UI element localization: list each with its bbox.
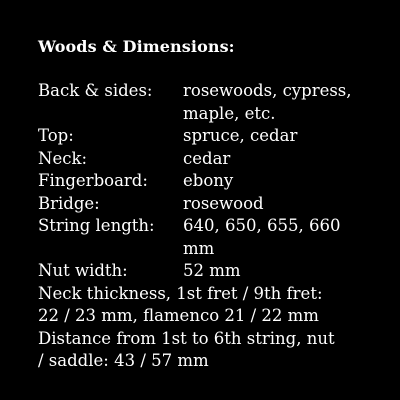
spec-row-neck [38,148,368,171]
spec-row-bridge [38,193,368,216]
spec-value: rosewoods, cypress, maple, etc. [183,81,352,123]
spec-row-nut-width [38,260,368,283]
note-string-distance: Distance from 1st to 6th string, nut / saddle: 43 / 57 mm [38,328,335,370]
spec-label: Nut width: [38,261,128,280]
spec-value: cedar [183,148,231,168]
spec-row-string-length [38,215,368,260]
section-heading: Woods & Dimensions: [38,37,235,56]
spec-value: ebony [183,171,234,190]
spec-value: rosewood [183,193,264,213]
spec-label: Top: [38,126,74,145]
spec-row-top [38,125,368,148]
spec-value: spruce, cedar [183,126,298,145]
note-neck-thickness: Neck thickness, 1st fret / 9th fret: 22 / 23 mm, flamenco 21 / 22 mm [38,283,323,325]
spec-value: 640, 650, 655, 660 mm [183,216,341,258]
spec-label: Back & sides: [38,81,153,100]
spec-row-back-sides [38,80,368,125]
spec-row-fingerboard [38,170,368,193]
spec-label: Neck: [38,148,88,168]
spec-list [38,80,368,373]
spec-label: String length: [38,216,155,235]
spec-label: Bridge: [38,193,100,213]
spec-value: 52 mm [183,261,241,280]
spec-label: Fingerboard: [38,171,148,190]
